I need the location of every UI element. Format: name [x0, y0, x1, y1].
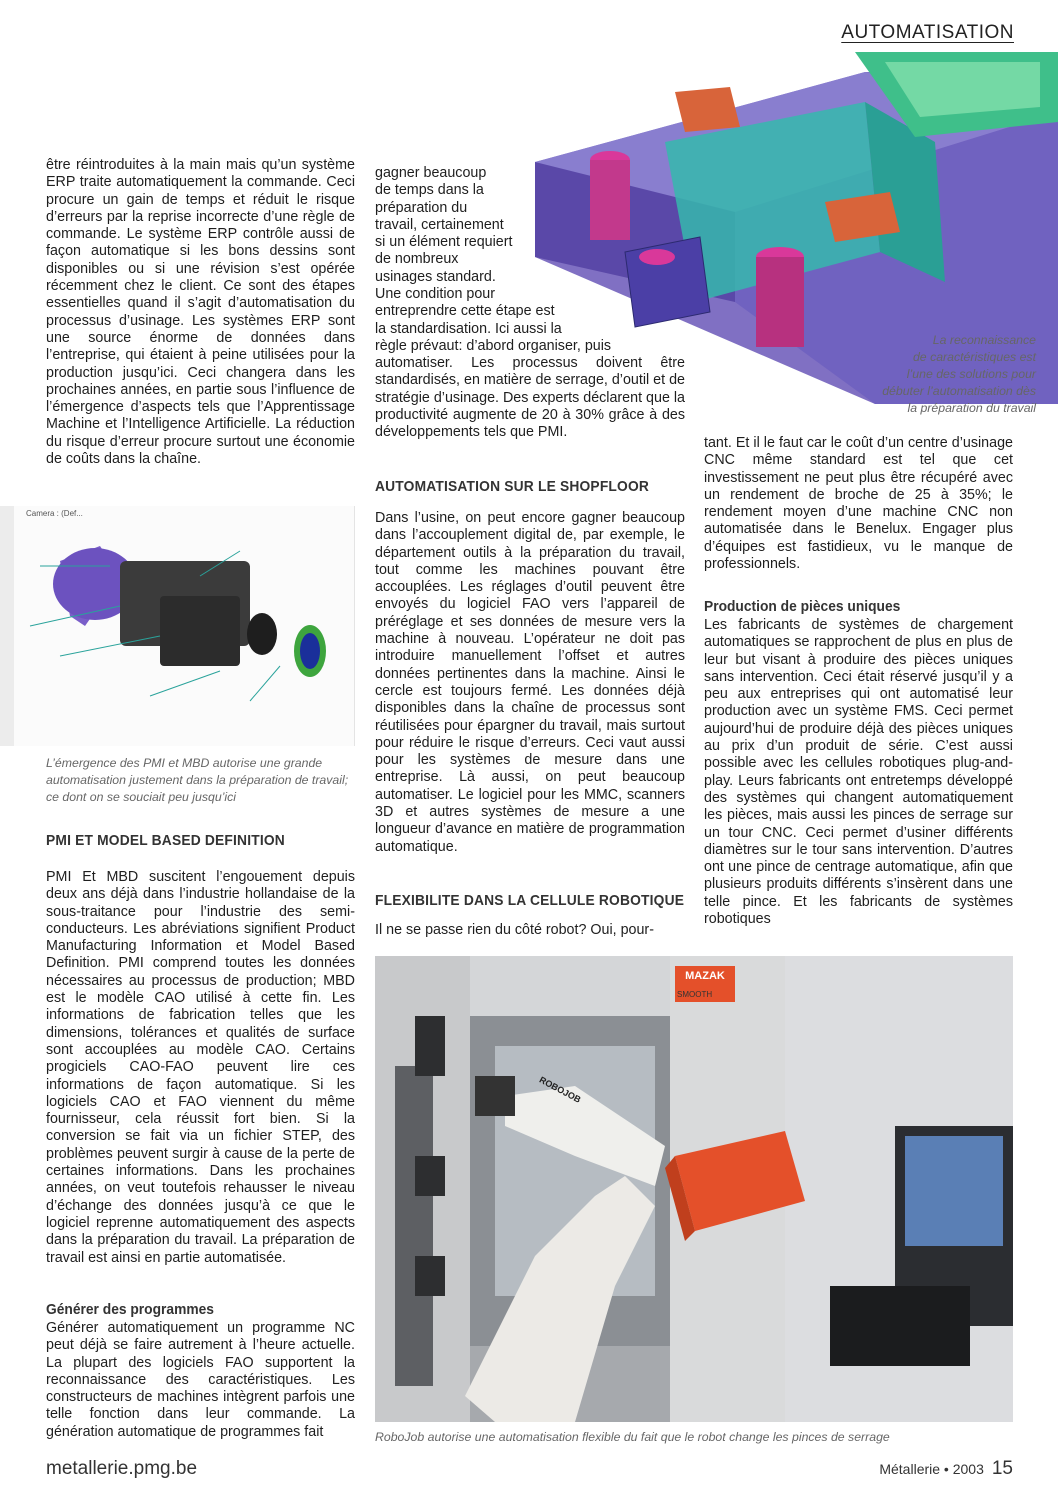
machine-brand-logo [677, 970, 733, 982]
caption-line: de caractéristiques est [912, 350, 1036, 364]
column-2-continued [375, 355, 685, 441]
caption-line: La reconnaissance [932, 333, 1036, 347]
text-line: gagner beaucoup [375, 165, 487, 181]
paragraph: être réintroduites à la main mais qu’un système ERP traite automatiquement la commande. Ceci procure un gain de temps et réduit le risque d’erreurs par la reprise incorrecte d’une règle de commande. Le système ERP contrôle aussi de façon automatique si les bons dessins sont disponibles ou si une révision s’est opérée récemment chez le client. Ce sont des étapes essentielles quand il s’agit d’automatisation du processus d’usinage. Les systèmes ERP sont une source énorme de données dans l’entreprise, qui étaient à peine utilisées pour la production jusqu’ici. Ceci changera dans les prochaines années, en partie sous l’influence de l’émergence d’aspects tels que l’Apprentissage Machine et l’Intelligence Artificielle. La réduction du risque d’erreur procure surtout une économie de coûts dans la chaîne. [46, 157, 355, 468]
robojob-photo [375, 956, 1013, 1422]
subheading-unique-parts: Production de pièces uniques [704, 598, 901, 615]
caption-line: l’une des solutions pour [906, 367, 1036, 381]
text-line: préparation du [375, 199, 468, 216]
column-3-bottom [704, 617, 1013, 928]
robot-cell-illustration [375, 956, 1013, 1422]
cad-window-label: Camera : (Def... [26, 509, 83, 518]
heading-pmi: PMI ET MODEL BASED DEFINITION [46, 832, 285, 849]
text-line: de temps dans la [375, 182, 484, 199]
heading-robot-cell: FLEXIBILITE DANS LA CELLULE ROBOTIQUE [375, 892, 685, 909]
paragraph: Les fabricants de systèmes de chargement automatiques se rapprochent de plus en plus de leur but visant à produire des pièces uniques sans intervention. Ceci était réservé jusqu’il y a peu aux entreprises qui ont automatisé leur production avec un système FMS. Ceci permet aujourd’hui de produire déjà des pièces uniques au prix d’un produit de série. C’est aussi possible avec les cellules robotiques plug-and-play. Leurs fabricants ont entretemps développé des systèmes qui changent automatiquement les pièces, mais aussi les pinces de serrage sur un tour CNC. Ceci permet d’usiner différents diamètres sur le tour sans intervention. D’autres ont une pince de centrage automatique, afin que plusieurs produits différents s’insèrent dans une telle pince. Et les fabricants de systèmes robotiques [704, 617, 1013, 928]
paragraph: Générer automatiquement un programme NC peut déjà se faire autrement à l’heure actuelle. La plupart des logiciels FAO supportent la reconnaissance des caractéristiques. Les constructeurs de machines intègrent parfois une telle fonction dans leur commande. La génération automatique de programmes fait [46, 1320, 355, 1440]
footer-issue [879, 1458, 1013, 1480]
feature-figure-caption [796, 332, 1036, 417]
cad-model-illustration [0, 506, 354, 746]
text-line: la standardisation. Ici aussi la [375, 320, 562, 337]
machine-model-label [677, 990, 712, 999]
photo-caption: RoboJob autorise une automatisation flexible du fait que le robot change les pinces de serrage [375, 1430, 890, 1444]
page-number: 15 [991, 1458, 1013, 1479]
text-line: Une condition pour [375, 286, 496, 303]
pmi-figure-caption: L’émergence des PMI et MBD autorise une grande automatisation justement dans la préparation de travail; ce dont on se souciait peu jusqu’ici [46, 756, 349, 804]
machine-brand: MAZAK [685, 970, 725, 982]
paragraph: Dans l’usine, on peut encore gagner beaucoup dans l’accouplement digital de, par exemple, le département outils à la préparation du travail, tout comme les machines pouvant être accouplées. Les réglages d’outil peuvent être envoyés du logiciel FAO vers l’appareil de préréglage et ses données de mesure vers la machine à nouveau. L’opérateur ne doit pas introduire manuellement l’offset et autres données pertinentes dans la machine. Ainsi le cercle est toujours fermé. Les données déjà disponibles dans la chaîne de processus sont réutilisées pour épargner du travail, mais surtout pour réduire le risque d’erreurs. Ceci vaut aussi pour les systèmes de mesure dans une entreprise. Là aussi, on peut beaucoup automatiser. Le logiciel pour les MMC, scanners 3D et autres systèmes de mesure a une longueur d’avance en matière de programmation automatique. [375, 510, 685, 855]
text-line: règle prévaut: d’abord organiser, puis [375, 337, 612, 354]
column-1-top [46, 157, 355, 468]
footer-website[interactable]: metallerie.pmg.be [46, 1458, 198, 1479]
paragraph: tant. Et il le faut car le coût d’un centre d’usinage CNC même standard est tel que cet investissement ne peut plus être récupéré avec un rendement de broche de 25 à 35%; le rendement moyen d’une machine CNC non automatisée dans le Benelux. Engager plus d’équipes est fastidieux, vu le manque de professionnels. [704, 435, 1013, 573]
text-line: entreprendre cette étape est [375, 303, 555, 320]
heading-shopfloor: AUTOMATISATION SUR LE SHOPFLOOR [375, 478, 650, 495]
issue-label: Métallerie • 2003 [879, 1461, 984, 1477]
subheading-programs: Générer des programmes [46, 1301, 214, 1318]
paragraph: automatiser. Les processus doivent être standardisés, en matière de serrage, d’outil et de stratégie d’usinage. Des experts déclarent que la productivité augmente de 20 à 30% grâce à des développements tels que PMI. [375, 355, 685, 441]
paragraph: Il ne se passe rien du côté robot? Oui, pour- [375, 922, 654, 938]
section-title: AUTOMATISATION [841, 22, 1014, 43]
paragraph: PMI Et MBD suscitent l’engouement depuis deux ans déjà dans l’industrie hollandaise de la sous-traitance pour l’industrie des semi-conducteurs. Les abréviations signifient Product Manufacturing Information et Model Based Definition. PMI comprend toutes les données nécessaires au processus de production; MBD est le modèle CAO utilisé à cette fin. Les informations de fabrication telles que les dimensions, tolérances et qualités de surface sont accouplées au modèle CAO. Certains progiciels CAO-FAO peuvent lire ces informations de façon automatique. Si les logiciels CAO et FAO viennent du même fournisseur, cela réussit fort bien. Si la conversion se fait via un fichier STEP, des problèmes peuvent surgir à cause de la perte de certaines informations. Dans les prochaines années, on veut toutefois rehausser le niveau d’échange des données jusqu’à ce que le logiciel reprenne automatiquement des aspects dans la préparation du travail. La préparation de travail est ainsi en partie automatisée. [46, 869, 355, 1266]
text-line: de nombreux [375, 251, 459, 268]
column-1-bottom [46, 1320, 355, 1441]
machine-model: SMOOTH [677, 990, 713, 999]
column-1-middle [46, 869, 355, 1267]
column-2-bottom [375, 922, 685, 939]
text-line: si un élément requiert [375, 234, 513, 251]
column-3-top [704, 435, 1013, 573]
pmi-cad-figure [0, 506, 355, 746]
robot-brand: ROBOJOB [537, 1074, 583, 1105]
caption-line: débuter l’automatisation dès [882, 384, 1036, 398]
text-line: travail, certainement [375, 216, 504, 233]
text-line: usinages standard. [375, 268, 496, 285]
column-2-middle [375, 510, 685, 856]
column-2-top [375, 165, 675, 355]
caption-line: la préparation du travail [907, 401, 1036, 415]
